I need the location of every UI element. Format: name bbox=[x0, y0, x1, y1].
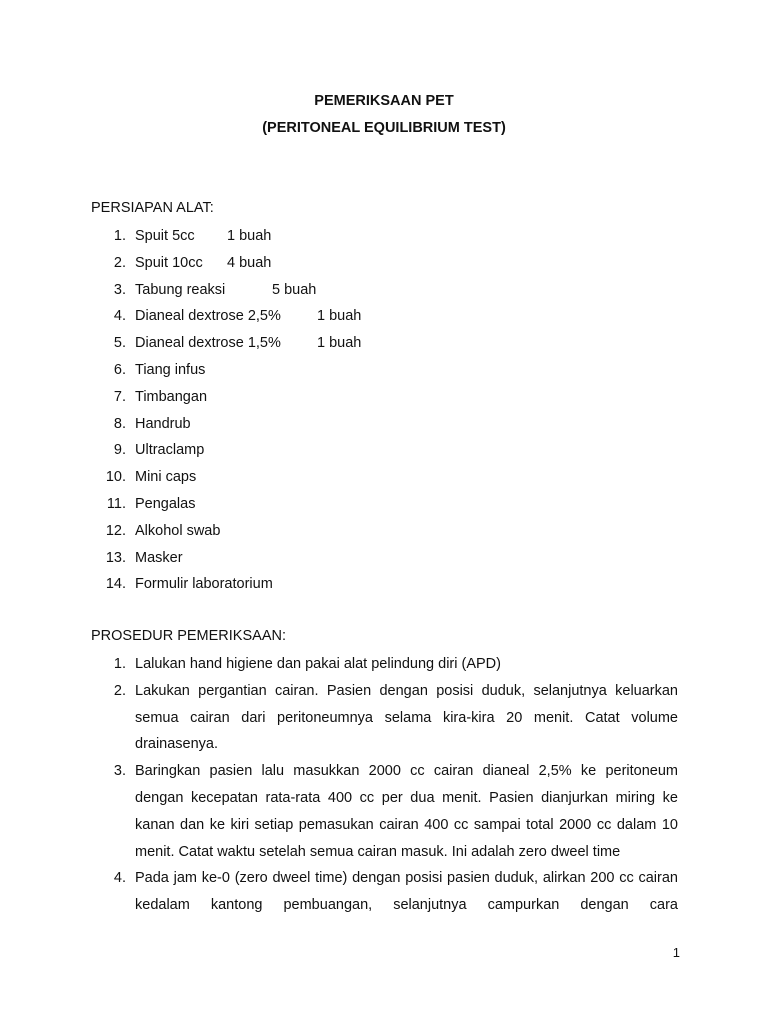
list-item-number: 12. bbox=[105, 522, 126, 539]
page-number: 1 bbox=[672, 945, 680, 960]
list-item-name: Handrub bbox=[135, 415, 191, 432]
procedure-list bbox=[0, 655, 768, 923]
list-item-name: Alkohol swab bbox=[135, 522, 221, 539]
list-item-name: Masker bbox=[135, 549, 183, 566]
list-item-number: 9. bbox=[113, 442, 126, 459]
list-item-name: Tabung reaksi bbox=[135, 281, 226, 298]
list-item-name: Dianeal dextrose 2,5% bbox=[135, 308, 281, 325]
procedure-step-number: 4. bbox=[113, 870, 126, 887]
list-item-quantity: 4 buah bbox=[227, 254, 272, 271]
list-item-name: Dianeal dextrose 1,5% bbox=[135, 335, 281, 352]
procedure-step bbox=[0, 762, 768, 869]
list-item-number: 13. bbox=[105, 549, 126, 566]
list-item-name: Timbangan bbox=[135, 388, 208, 405]
list-item-name: Formulir laboratorium bbox=[135, 576, 273, 593]
list-item-number: 10. bbox=[105, 469, 126, 486]
list-item-name: Pengalas bbox=[135, 495, 196, 512]
procedure-step-number: 2. bbox=[113, 682, 126, 699]
list-item-name: Ultraclamp bbox=[135, 442, 205, 459]
procedure-step-text: Lalukan hand higiene dan pakai alat pelindung diri (APD) bbox=[135, 656, 501, 672]
section-heading-prosedur: PROSEDUR PEMERIKSAAN: bbox=[91, 628, 286, 644]
list-item-number: 4. bbox=[113, 308, 126, 325]
list-item-name: Tiang infus bbox=[135, 361, 206, 378]
procedure-step-text: Pada jam ke-0 (zero dweel time) dengan posisi pasien duduk, alirkan 200 cc cairan kedalam kantong pembuangan, selanjutnya campurkan dengan cara bbox=[135, 870, 678, 914]
list-item-number: 2. bbox=[113, 254, 126, 271]
list-item-number: 8. bbox=[113, 415, 126, 432]
procedure-step-number: 1. bbox=[113, 656, 126, 672]
list-item-number: 6. bbox=[113, 361, 126, 378]
list-item-name: Spuit 5cc bbox=[135, 228, 195, 244]
list-item-quantity: 1 buah bbox=[227, 228, 272, 244]
procedure-step bbox=[0, 869, 768, 923]
list-item-number: 14. bbox=[105, 576, 126, 593]
list-item-number: 5. bbox=[113, 335, 126, 352]
procedure-step-text: Baringkan pasien lalu masukkan 2000 cc cairan dianeal 2,5% ke peritoneum dengan kecepatan rata-rata 400 cc per dua menit. Pasien dianjurkan miring ke kanan dan ke kiri setiap pemasukan cairan 400 cc sampai total 2000 cc dalam 10 menit. Catat waktu setelah semua cairan masuk. Ini adalah zero dweel time bbox=[135, 763, 678, 860]
document-title: PEMERIKSAAN PET bbox=[314, 93, 454, 109]
list-item-quantity: 5 buah bbox=[272, 281, 317, 298]
list-item-quantity: 1 buah bbox=[317, 335, 362, 352]
list-item-number: 11. bbox=[106, 495, 126, 512]
list-item-quantity: 1 buah bbox=[317, 308, 362, 325]
procedure-step-text: Lakukan pergantian cairan. Pasien dengan posisi duduk, selanjutnya keluarkan semua cairan dari peritoneumnya selama kira-kira 20 menit. Catat volume drainasenya. bbox=[135, 682, 678, 753]
list-item-number: 3. bbox=[113, 281, 126, 298]
procedure-step bbox=[0, 682, 768, 762]
document-subtitle: (PERITONEAL EQUILIBRIUM TEST) bbox=[262, 120, 506, 136]
list-item-name: Spuit 10cc bbox=[135, 254, 203, 271]
list-item-number: 7. bbox=[113, 388, 126, 405]
list-item-number: 1. bbox=[113, 228, 126, 244]
section-heading-persiapan-alat: PERSIAPAN ALAT: bbox=[91, 200, 214, 216]
procedure-step-number: 3. bbox=[113, 763, 126, 780]
list-item-name: Mini caps bbox=[135, 469, 197, 486]
